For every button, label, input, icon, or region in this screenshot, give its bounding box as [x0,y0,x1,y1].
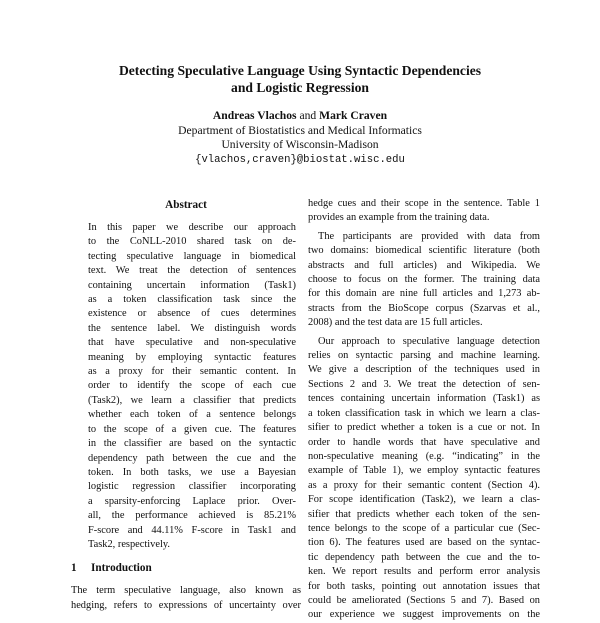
abstract-line: to the scope of a given cue. The features [88,423,296,435]
section-number: 1 [71,562,77,575]
body-line: tion 6). The features used are based on the syntac- [308,537,540,549]
body-line: ken. We report results and perform error analysis [308,566,540,578]
body-line: stracts from the BioScope corpus (Szarvas et al., [308,302,540,314]
abstract-line: text. We treat the detection of sentences [88,265,296,277]
author-university: University of Wisconsin-Madison [221,138,379,152]
body-line: relies on syntactic parsing and machine learning. [308,350,540,362]
abstract-line: token. In both tasks, we use a Bayesian [88,466,296,478]
body-line: for this domain are nine full articles and 1,273 ab- [308,288,540,300]
body-line: tences containing uncertain information (Task1) as [308,393,540,405]
abstract-line: logistic regression classifier incorporating [88,481,296,493]
body-line: Sections 2 and 3. We treat the detection of sen- [308,378,540,390]
body-line: non-speculative meaning (e.g. “indicating” in the [308,450,540,462]
author-block [60,109,540,167]
abstract-line: dependency path between the cue and the [88,452,296,464]
body-line: sifier to predict whether a token is a cue or not. In [308,422,540,434]
abstract-line: a sparsity-enforcing Laplace prior. Over- [88,495,296,507]
abstract-heading: Abstract [165,199,207,211]
body-line: Our approach to speculative language detection [318,335,540,347]
body-line: tic dependency path between the cue and the to- [308,551,540,563]
body-line: our experience we suggest improvements on the [308,609,540,621]
abstract-line: (Task2), we learn a classifier that predicts [88,394,296,406]
author-department: Department of Biostatistics and Medical Informatics [178,123,422,137]
body-line: We give a description of the techniques used in [308,364,540,376]
abstract-body [71,221,301,552]
author-email: {vlachos,craven}@biostat.wisc.edu [195,153,405,166]
left-column [71,198,301,613]
abstract-line: the sentence label. We distinguish words [88,322,296,334]
abstract-line: as a token classification task since the [88,294,296,306]
abstract-line: to the CoNLL-2010 shared task on de- [88,236,296,248]
body-line: a token classification task in which we learn a clas- [308,407,540,419]
body-line: abstracts and full articles) and Wikipedia. We [308,259,540,271]
body-line: sifier that predicts whether each token of the sen- [308,508,540,520]
abstract-line: containing uncertain information (Task1) [88,279,296,291]
abstract-line: existence or absence of cues determines [88,308,296,320]
body-line: as a proxy for their semantic content (Section 4). [308,479,540,491]
title-line-1: Detecting Speculative Language Using Syntactic Dependencies [118,63,482,78]
body-line: provides an example from the training data. [308,212,490,224]
paper-title [60,62,540,96]
body-line: hedge cues and their scope in the sentence. Table 1 [308,198,540,209]
title-line-2: and Logistic Regression [231,80,369,95]
abstract-line: that have speculative and non-speculative [88,337,296,349]
body-line: for both tasks, pointing out annotation issues that [308,580,540,592]
right-column [308,197,540,623]
abstract-line: order to identify the scope of each cue [88,380,296,392]
abstract-line: meaning by employing syntactic features [88,351,296,363]
author-name-2: Mark Craven [319,109,388,122]
abstract-line: Task2, respectively. [88,538,170,550]
body-line: 2008) and the test data are 15 full articles. [308,317,483,329]
section-title: Introduction [91,562,152,575]
abstract-line: as a proxy for their semantic content. In [88,366,296,378]
section-heading-introduction [71,561,301,575]
intro-line: The term speculative language, also known as [71,585,301,597]
abstract-line: whether each token of a sentence belongs [88,409,296,421]
abstract-line: In this paper we describe our approach [88,222,296,233]
abstract-line: all, the performance achieved is 85.21% [88,510,296,522]
body-line: example of Table 1), we employ syntactic features [308,465,540,477]
body-line: choose to focus on the former. The training data [308,274,540,286]
abstract-line: in the classifier are based on the syntactic [88,438,296,450]
body-line: could be ameliorated (Sections 5 and 7). Based on [308,594,540,606]
author-name-1: Andreas Vlachos [212,109,297,122]
author-names [60,109,540,124]
body-line: order to handle words that have speculative and [308,436,540,448]
body-line: The participants are provided with data from [318,230,540,242]
body-line: tence belongs to the scope of a particular cue (Sec- [308,522,540,534]
abstract-line: F-score and 44.11% F-score in Task1 and [88,524,296,536]
abstract-line: tecting speculative language in biomedical [88,250,296,262]
body-line: two domains: biomedical scientific literature (both [308,245,540,257]
body-line: For scope identification (Task2), we learn a clas- [308,494,540,506]
author-conjunction: and [299,109,317,122]
intro-line: hedging, refers to expressions of uncertainty over [71,599,301,611]
